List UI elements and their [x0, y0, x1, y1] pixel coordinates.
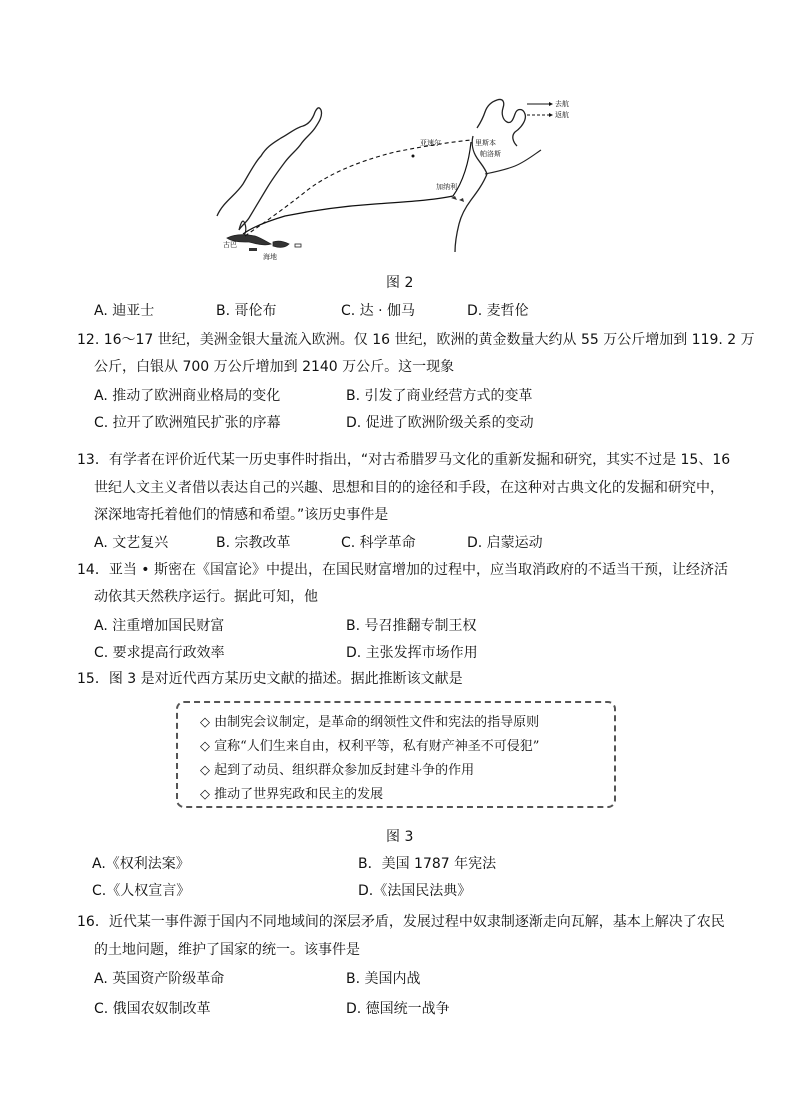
legend-back-label: 返航	[555, 111, 569, 119]
q14-stem-line2: 动依其天然秩序运行。据此可知，他	[94, 589, 318, 605]
azores-label: 亚速尔	[420, 139, 441, 147]
jamaica-island	[249, 248, 257, 251]
q11-option-b: B. 哥伦布	[216, 303, 277, 319]
figure3-line2: ◇ 宣称“人们生来自由，权利平等，私有财产神圣不可侵犯”	[200, 739, 540, 754]
voyage-map-svg	[215, 92, 575, 264]
q12-option-b: B. 引发了商业经营方式的变革	[346, 388, 533, 404]
q14-option-d: D. 主张发挥市场作用	[346, 645, 478, 661]
q15-option-b: B．美国 1787 年宪法	[358, 856, 497, 872]
q16-stem-line2: 的土地问题，维护了国家的统一。该事件是	[94, 942, 360, 958]
q13-stem-line2: 世纪人文主义者借以表达自己的兴趣、思想和目的的途径和手段，在这种对古典文化的发掘和研究中，	[94, 480, 724, 496]
q16-option-d: D. 德国统一战争	[346, 1001, 450, 1017]
figure3-caption: 图 3	[386, 829, 414, 845]
cuba-label: 古巴	[223, 241, 237, 249]
legend-back-arrow	[549, 113, 553, 117]
q15-option-a: A.《权利法案》	[92, 856, 190, 872]
q12-option-a: A. 推动了欧洲商业格局的变化	[94, 388, 281, 404]
q11-option-c: C. 达 · 伽马	[341, 303, 416, 319]
figure3-line1: ◇ 由制宪会议制定，是革命的纲领性文件和宪法的指导原则	[200, 715, 540, 730]
voyage-map	[215, 92, 575, 264]
figure3-line3: ◇ 起到了动员、组织群众参加反封建斗争的作用	[200, 763, 475, 778]
q14-option-b: B. 号召推翻专制王权	[346, 618, 477, 634]
figure2-caption: 图 2	[386, 275, 414, 291]
q13-option-a: A. 文艺复兴	[94, 535, 169, 551]
lisbon-label: 里斯本	[475, 139, 496, 147]
legend-out-label: 去航	[555, 100, 569, 108]
canary-islands	[451, 196, 464, 202]
q12-stem-line2: 公斤，白银从 700 万公斤增加到 2140 万公斤。这一现象	[94, 359, 455, 375]
q13-option-c: C. 科学革命	[341, 535, 416, 551]
q16-option-a: A. 英国资产阶级革命	[94, 971, 225, 987]
q16-option-c: C. 俄国农奴制改革	[94, 1001, 211, 1017]
haiti-label: 海地	[263, 253, 277, 261]
puerto-rico-island	[295, 244, 301, 247]
q12-option-c: C. 拉开了欧洲殖民扩张的序幕	[94, 415, 281, 431]
q12-option-d: D. 促进了欧洲阶级关系的变动	[346, 415, 534, 431]
haiti-island	[273, 241, 289, 247]
legend-out-arrow	[549, 102, 553, 106]
q11-option-d: D. 麦哲伦	[467, 303, 529, 319]
q16-option-b: B. 美国内战	[346, 971, 421, 987]
q15-option-c: C.《人权宣言》	[92, 883, 191, 899]
figure3-box	[176, 701, 616, 808]
q13-option-b: B. 宗教改革	[216, 535, 291, 551]
palos-label: 帕洛斯	[480, 150, 501, 158]
q14-option-a: A. 注重增加国民财富	[94, 618, 225, 634]
q15-option-d: D.《法国民法典》	[358, 883, 472, 899]
q11-option-a: A. 迪亚士	[94, 303, 155, 319]
figure3-line4: ◇ 推动了世界宪政和民主的发展	[200, 787, 384, 802]
q13-option-d: D. 启蒙运动	[467, 535, 543, 551]
q12-stem-line1: 12. 16～17 世纪，美洲金银大量流入欧洲。仅 16 世纪，欧洲的黄金数量大约从 55 万公斤增加到 119. 2 万	[77, 332, 755, 348]
azores-dot	[412, 155, 415, 158]
q14-option-c: C. 要求提高行政效率	[94, 645, 225, 661]
q14-stem-line1: 14．亚当 • 斯密在《国富论》中提出，在国民财富增加的过程中，应当取消政府的不适当干预，让经济活	[77, 562, 728, 578]
q16-stem-line1: 16．近代某一事件源于国内不同地域间的深层矛盾，发展过程中奴隶制逐渐走向瓦解，基本上解决了农民	[77, 914, 725, 930]
q13-stem-line3: 深深地寄托着他们的情感和希望。”该历史事件是	[94, 507, 389, 523]
q15-stem: 15．图 3 是对近代西方某历史文献的描述。据此推断该文献是	[77, 671, 463, 687]
canary-label: 加纳利	[436, 183, 457, 191]
q13-stem-line1: 13．有学者在评价近代某一历史事件时指出，“对古希腊罗马文化的重新发掘和研究，其实不过是 15、16	[77, 452, 731, 468]
